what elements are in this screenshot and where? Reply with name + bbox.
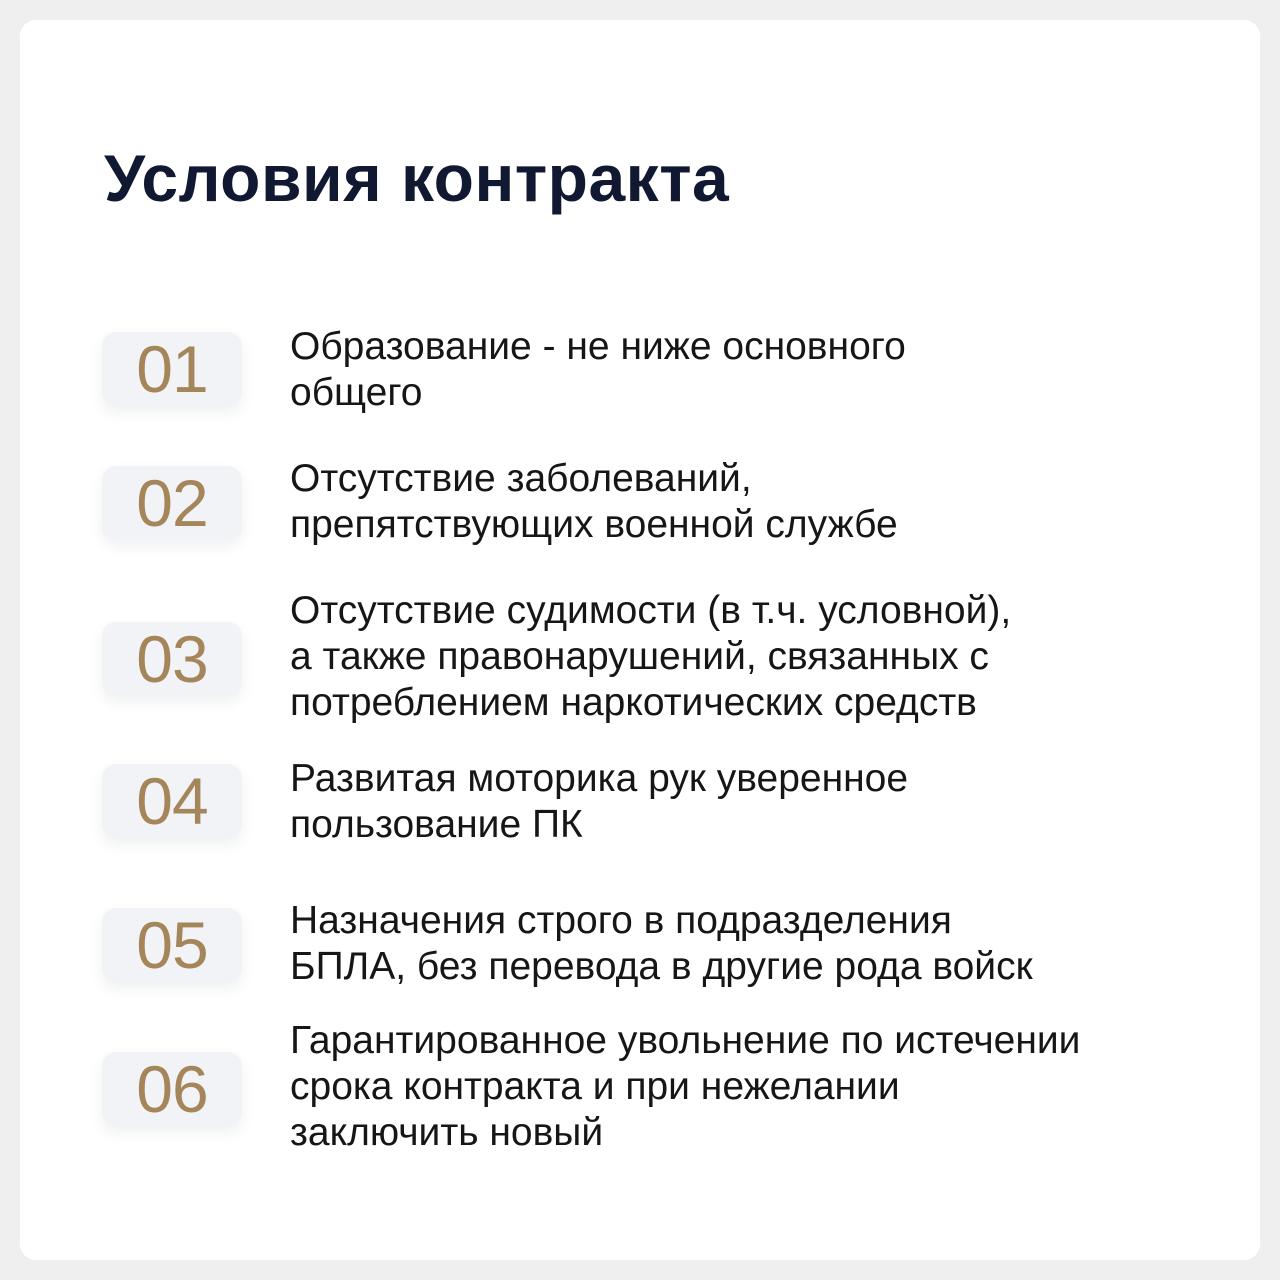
condition-text: Развитая моторика рук уверенное пользование ПК [290, 757, 909, 846]
condition-number-badge: 06 [102, 1052, 242, 1126]
condition-text: Отсутствие заболеваний, препятствующих военной службе [290, 457, 898, 546]
page-title: Условия контракта [104, 141, 730, 215]
condition-number-badge: 05 [102, 908, 242, 982]
condition-text: Образование - не ниже основного общего [290, 325, 906, 414]
condition-number-badge: 01 [102, 332, 242, 406]
condition-number-badge: 02 [102, 466, 242, 540]
condition-number-badge: 04 [102, 764, 242, 838]
condition-number-badge: 03 [102, 622, 242, 696]
condition-text: Гарантированное увольнение по истечении срока контракта и при нежелании заключить новый [290, 1019, 1081, 1154]
conditions-card [20, 20, 1260, 1260]
condition-text: Назначения строго в подразделения БПЛА, без перевода в другие рода войск [290, 899, 1033, 988]
condition-text: Отсутствие судимости (в т.ч. условной), а также правонарушений, связанных с потреблением наркотических средств [290, 589, 1012, 724]
